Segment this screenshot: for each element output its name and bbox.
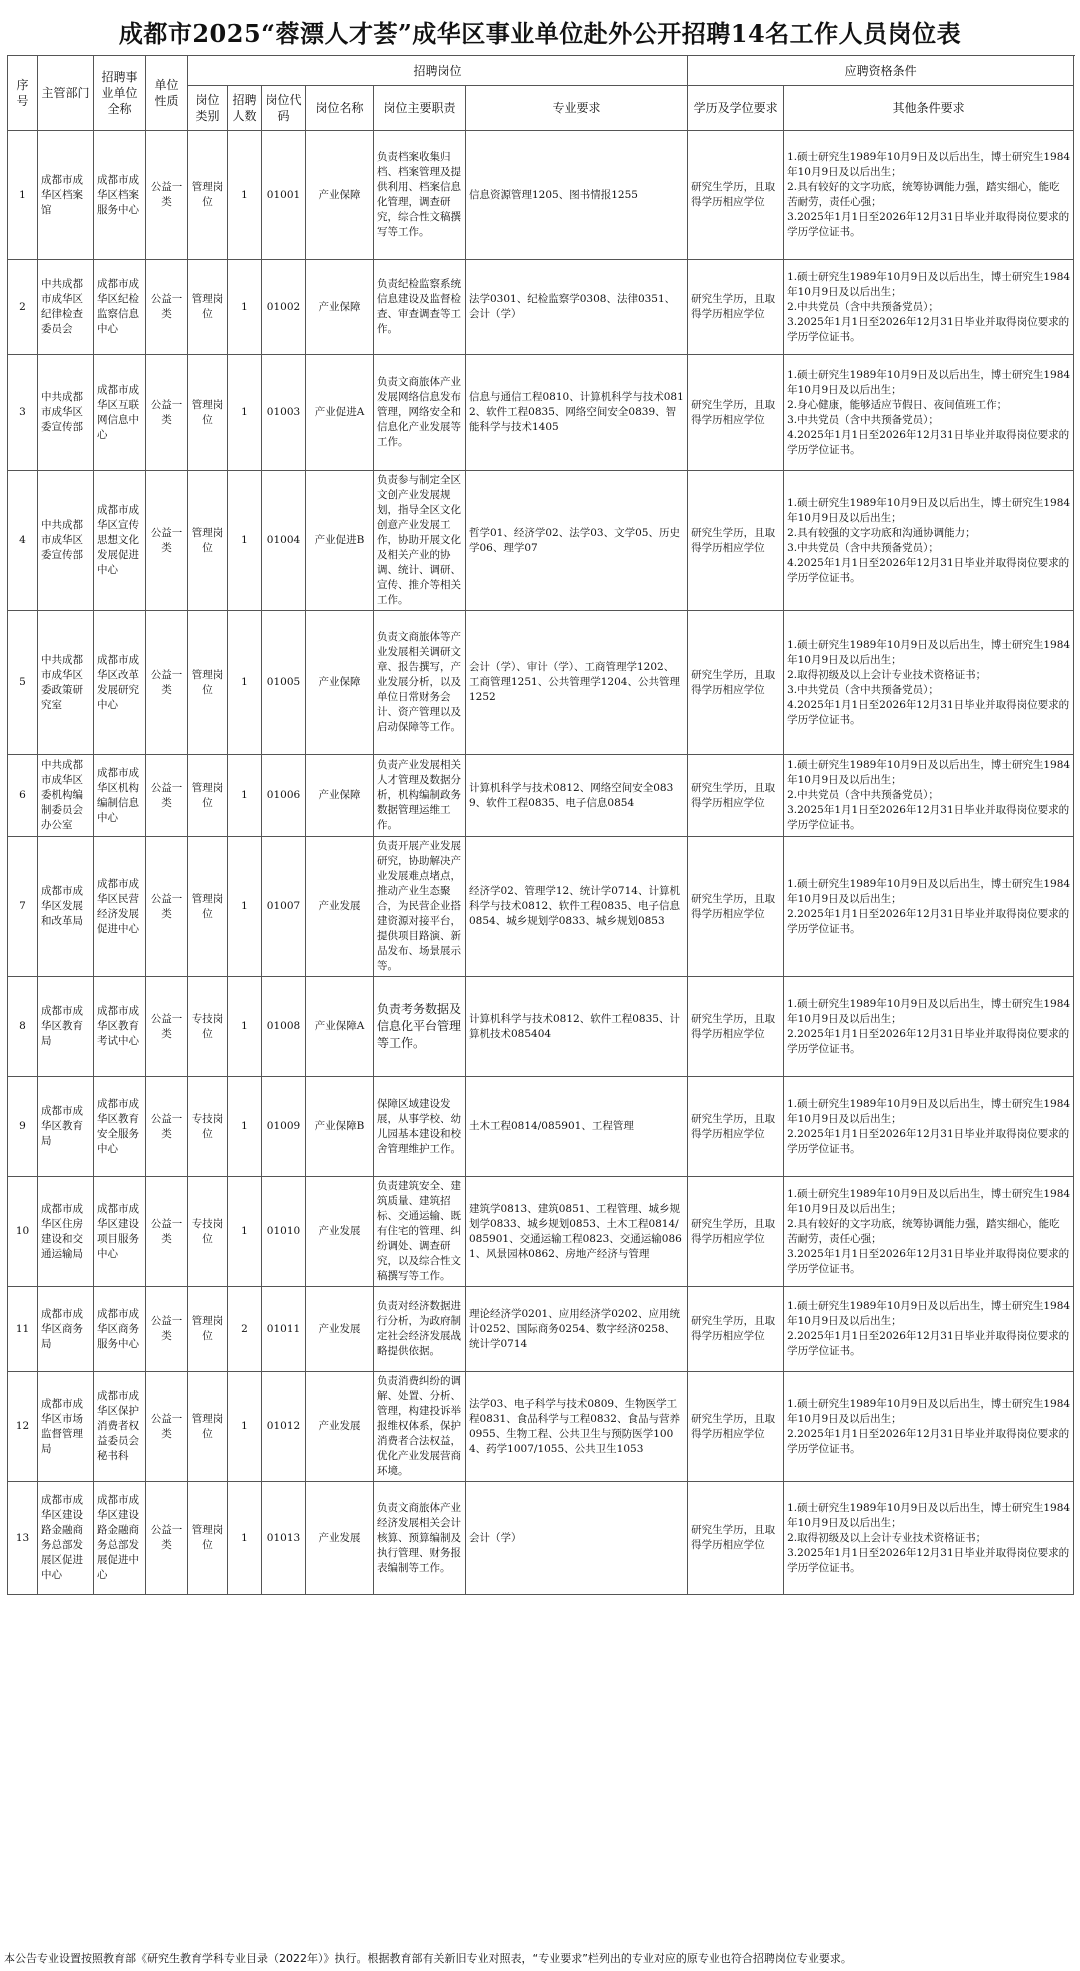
job-positions-table: [7, 55, 1074, 1595]
header-post-name: 岗位名称: [306, 86, 374, 131]
cell-other: 1.硕士研究生1989年10月9日及以后出生，博士研究生1984年10月9日及以后出生； 2.中共党员（含中共预备党员）； 3.2025年1月1日至2026年12月31日毕业并取得岗位要求的学历学位证书。: [784, 260, 1074, 355]
cell-major: 经济学02、管理学12、统计学0714、计算机科学与技术0812、软件工程0835、电子信息0854、城乡规划学0833、城乡规划0853: [466, 837, 688, 977]
cell-unit: 成都市成华区商务服务中心: [94, 1287, 146, 1372]
cell-post-type: 管理岗位: [188, 260, 228, 355]
header-row-1: [8, 56, 1074, 86]
cell-seq: 8: [8, 977, 38, 1077]
cell-dept: 成都市成华区商务局: [38, 1287, 94, 1372]
cell-other: 1.硕士研究生1989年10月9日及以后出生，博士研究生1984年10月9日及以后出生； 2.具有较好的文字功底，统筹协调能力强，踏实细心，能吃苦耐劳，责任心强； 3.2025年1月1日至2026年12月31日毕业并取得岗位要求的学历学位证书。: [784, 131, 1074, 260]
cell-post-name: 产业促进A: [306, 355, 374, 471]
cell-count: 1: [228, 471, 262, 611]
cell-seq: 11: [8, 1287, 38, 1372]
cell-major: 会计（学）、审计（学）、工商管理学1202、工商管理1251、公共管理学1204、公共管理1252: [466, 611, 688, 755]
cell-dept: 成都市成华区教育局: [38, 1077, 94, 1177]
cell-code: 01010: [262, 1177, 306, 1287]
table-row: [8, 355, 1074, 471]
cell-code: 01006: [262, 755, 306, 837]
table-row: [8, 977, 1074, 1077]
cell-edu: 研究生学历，且取得学历相应学位: [688, 755, 784, 837]
cell-edu: 研究生学历，且取得学历相应学位: [688, 1372, 784, 1482]
cell-other: 1.硕士研究生1989年10月9日及以后出生，博士研究生1984年10月9日及以后出生； 2.具有较强的文字功底和沟通协调能力； 3.中共党员（含中共预备党员）； 4.2025年1月1日至2026年12月31日毕业并取得岗位要求的学历学位证书。: [784, 471, 1074, 611]
cell-other: 1.硕士研究生1989年10月9日及以后出生，博士研究生1984年10月9日及以后出生； 2.具有较好的文字功底，统筹协调能力强，踏实细心，能吃苦耐劳，责任心强； 3.2025年1月1日至2026年12月31日毕业并取得岗位要求的学历学位证书。: [784, 1177, 1074, 1287]
header-dept: 主管部门: [38, 56, 94, 131]
cell-other: 1.硕士研究生1989年10月9日及以后出生，博士研究生1984年10月9日及以后出生； 2.身心健康，能够适应节假日、夜间值班工作； 3.中共党员（含中共预备党员）； 4.2025年1月1日至2026年12月31日毕业并取得岗位要求的学历学位证书。: [784, 355, 1074, 471]
cell-edu: 研究生学历，且取得学历相应学位: [688, 977, 784, 1077]
cell-post-type: 管理岗位: [188, 131, 228, 260]
cell-post-name: 产业保障: [306, 611, 374, 755]
cell-nature: 公益一类: [146, 1077, 188, 1177]
header-req-group: 应聘资格条件: [688, 56, 1074, 86]
cell-seq: 12: [8, 1372, 38, 1482]
cell-seq: 3: [8, 355, 38, 471]
job-table-body: [8, 131, 1074, 1595]
cell-count: 1: [228, 355, 262, 471]
header-count: 招聘人数: [228, 86, 262, 131]
cell-other: 1.硕士研究生1989年10月9日及以后出生，博士研究生1984年10月9日及以后出生； 2.2025年1月1日至2026年12月31日毕业并取得岗位要求的学历学位证书。: [784, 1077, 1074, 1177]
cell-seq: 10: [8, 1177, 38, 1287]
table-row: [8, 131, 1074, 260]
cell-nature: 公益一类: [146, 355, 188, 471]
cell-duties: 负责文商旅体等产业发展相关调研文章、报告撰写，产业发展分析，以及单位日常财务会计、资产管理以及启动保障等工作。: [374, 611, 466, 755]
table-row: [8, 1372, 1074, 1482]
cell-code: 01004: [262, 471, 306, 611]
cell-edu: 研究生学历，且取得学历相应学位: [688, 837, 784, 977]
cell-post-type: 专技岗位: [188, 1077, 228, 1177]
cell-dept: 成都市成华区档案馆: [38, 131, 94, 260]
cell-edu: 研究生学历，且取得学历相应学位: [688, 131, 784, 260]
cell-post-name: 产业保障: [306, 131, 374, 260]
cell-post-name: 产业发展: [306, 1287, 374, 1372]
cell-major: 计算机科学与技术0812、软件工程0835、计算机技术085404: [466, 977, 688, 1077]
cell-duties: 负责纪检监察系统信息建设及监督检查、审查调查等工作。: [374, 260, 466, 355]
cell-post-type: 管理岗位: [188, 755, 228, 837]
table-row: [8, 1077, 1074, 1177]
cell-post-name: 产业发展: [306, 1482, 374, 1595]
cell-count: 1: [228, 1177, 262, 1287]
cell-duties: 负责建筑安全、建筑质量、建筑招标、交通运输、既有住宅的管理、纠纷调处、调查研究，以及综合性文稿撰写等工作。: [374, 1177, 466, 1287]
cell-nature: 公益一类: [146, 260, 188, 355]
cell-unit: 成都市成华区改革发展研究中心: [94, 611, 146, 755]
header-code: 岗位代码: [262, 86, 306, 131]
cell-major: 法学03、电子科学与技术0809、生物医学工程0831、食品科学与工程0832、食品与营养0955、生物工程、公共卫生与预防医学1004、药学1007/1055、公共卫生1053: [466, 1372, 688, 1482]
cell-duties: 负责文商旅体产业经济发展相关会计核算、预算编制及执行管理、财务报表编制等工作。: [374, 1482, 466, 1595]
job-table-wrapper: [7, 55, 1073, 1595]
cell-unit: 成都市成华区教育安全服务中心: [94, 1077, 146, 1177]
cell-major: 土木工程0814/085901、工程管理: [466, 1077, 688, 1177]
cell-nature: 公益一类: [146, 1372, 188, 1482]
cell-other: 1.硕士研究生1989年10月9日及以后出生，博士研究生1984年10月9日及以后出生； 2.2025年1月1日至2026年12月31日毕业并取得岗位要求的学历学位证书。: [784, 977, 1074, 1077]
cell-dept: 成都市成华区教育局: [38, 977, 94, 1077]
cell-code: 01011: [262, 1287, 306, 1372]
cell-code: 01002: [262, 260, 306, 355]
cell-unit: 成都市成华区档案服务中心: [94, 131, 146, 260]
cell-post-type: 管理岗位: [188, 1482, 228, 1595]
cell-duties: 负责档案收集归档、档案管理及提供利用、档案信息化管理，调查研究，综合性文稿撰写等工作。: [374, 131, 466, 260]
cell-nature: 公益一类: [146, 755, 188, 837]
cell-code: 01008: [262, 977, 306, 1077]
cell-post-name: 产业发展: [306, 837, 374, 977]
cell-seq: 9: [8, 1077, 38, 1177]
cell-unit: 成都市成华区保护消费者权益委员会秘书科: [94, 1372, 146, 1482]
cell-edu: 研究生学历，且取得学历相应学位: [688, 1287, 784, 1372]
header-seq: 序号: [8, 56, 38, 131]
header-duties: 岗位主要职责: [374, 86, 466, 131]
cell-major: 法学0301、纪检监察学0308、法律0351、会计（学）: [466, 260, 688, 355]
cell-post-type: 专技岗位: [188, 1177, 228, 1287]
cell-post-name: 产业保障B: [306, 1077, 374, 1177]
cell-edu: 研究生学历，且取得学历相应学位: [688, 1482, 784, 1595]
cell-duties: 负责文商旅体产业发展网络信息发布管理，网络安全和信息化产业发展等工作。: [374, 355, 466, 471]
cell-dept: 成都市成华区发展和改革局: [38, 837, 94, 977]
cell-post-name: 产业保障: [306, 755, 374, 837]
cell-post-name: 产业发展: [306, 1372, 374, 1482]
cell-edu: 研究生学历，且取得学历相应学位: [688, 260, 784, 355]
cell-other: 1.硕士研究生1989年10月9日及以后出生，博士研究生1984年10月9日及以后出生； 2.2025年1月1日至2026年12月31日毕业并取得岗位要求的学历学位证书。: [784, 1287, 1074, 1372]
footnote: 本公告专业设置按照教育部《研究生教育学科专业目录（2022年）》执行。根据教育部有关新旧专业对照表，“专业要求”栏列出的专业对应的原专业也符合招聘岗位专业要求。: [4, 1952, 852, 1965]
cell-duties: 负责考务数据及信息化平台管理等工作。: [374, 977, 466, 1077]
cell-major: 会计（学）: [466, 1482, 688, 1595]
cell-unit: 成都市成华区纪检监察信息中心: [94, 260, 146, 355]
cell-edu: 研究生学历，且取得学历相应学位: [688, 611, 784, 755]
cell-count: 1: [228, 131, 262, 260]
cell-count: 1: [228, 977, 262, 1077]
cell-seq: 13: [8, 1482, 38, 1595]
cell-unit: 成都市成华区宣传思想文化发展促进中心: [94, 471, 146, 611]
cell-nature: 公益一类: [146, 977, 188, 1077]
table-row: [8, 755, 1074, 837]
cell-major: 计算机科学与技术0812、网络空间安全0839、软件工程0835、电子信息0854: [466, 755, 688, 837]
table-row: [8, 1287, 1074, 1372]
cell-post-type: 管理岗位: [188, 1287, 228, 1372]
cell-other: 1.硕士研究生1989年10月9日及以后出生，博士研究生1984年10月9日及以后出生； 2.中共党员（含中共预备党员）； 3.2025年1月1日至2026年12月31日毕业并取得岗位要求的学历学位证书。: [784, 755, 1074, 837]
header-major: 专业要求: [466, 86, 688, 131]
table-row: [8, 471, 1074, 611]
cell-nature: 公益一类: [146, 837, 188, 977]
cell-edu: 研究生学历，且取得学历相应学位: [688, 1077, 784, 1177]
cell-other: 1.硕士研究生1989年10月9日及以后出生，博士研究生1984年10月9日及以后出生； 2.取得初级及以上会计专业技术资格证书； 3.2025年1月1日至2026年12月31日毕业并取得岗位要求的学历学位证书。: [784, 1482, 1074, 1595]
cell-duties: 负责产业发展相关人才管理及数据分析，机构编制政务数据管理运维工作。: [374, 755, 466, 837]
cell-count: 1: [228, 755, 262, 837]
cell-dept: 成都市成华区市场监督管理局: [38, 1372, 94, 1482]
cell-code: 01005: [262, 611, 306, 755]
cell-nature: 公益一类: [146, 131, 188, 260]
header-edu: 学历及学位要求: [688, 86, 784, 131]
cell-code: 01009: [262, 1077, 306, 1177]
cell-seq: 6: [8, 755, 38, 837]
cell-edu: 研究生学历，且取得学历相应学位: [688, 471, 784, 611]
cell-duties: 保障区域建设发展，从事学校、幼儿园基本建设和校舍管理维护工作。: [374, 1077, 466, 1177]
table-row: [8, 1177, 1074, 1287]
cell-post-type: 管理岗位: [188, 611, 228, 755]
cell-major: 哲学01、经济学02、法学03、文学05、历史学06、理学07: [466, 471, 688, 611]
cell-post-type: 管理岗位: [188, 1372, 228, 1482]
cell-count: 1: [228, 1372, 262, 1482]
cell-count: 1: [228, 1077, 262, 1177]
header-post-type: 岗位类别: [188, 86, 228, 131]
header-nature: 单位性质: [146, 56, 188, 131]
cell-dept: 中共成都市成华区纪律检查委员会: [38, 260, 94, 355]
cell-nature: 公益一类: [146, 1287, 188, 1372]
cell-major: 信息与通信工程0810、计算机科学与技术0812、软件工程0835、网络空间安全0839、智能科学与技术1405: [466, 355, 688, 471]
cell-code: 01012: [262, 1372, 306, 1482]
cell-unit: 成都市成华区机构编制信息中心: [94, 755, 146, 837]
table-row: [8, 1482, 1074, 1595]
cell-post-name: 产业促进B: [306, 471, 374, 611]
cell-count: 1: [228, 260, 262, 355]
cell-post-name: 产业保障A: [306, 977, 374, 1077]
cell-dept: 成都市成华区住房建设和交通运输局: [38, 1177, 94, 1287]
cell-post-name: 产业发展: [306, 1177, 374, 1287]
cell-count: 1: [228, 611, 262, 755]
cell-seq: 1: [8, 131, 38, 260]
header-post-group: 招聘岗位: [188, 56, 688, 86]
cell-seq: 4: [8, 471, 38, 611]
cell-count: 2: [228, 1287, 262, 1372]
cell-major: 信息资源管理1205、图书情报1255: [466, 131, 688, 260]
cell-post-type: 管理岗位: [188, 837, 228, 977]
cell-nature: 公益一类: [146, 1482, 188, 1595]
cell-major: 理论经济学0201、应用经济学0202、应用统计0252、国际商务0254、数字经济0258、统计学0714: [466, 1287, 688, 1372]
cell-dept: 成都市成华区建设路金融商务总部发展区促进中心: [38, 1482, 94, 1595]
cell-duties: 负责对经济数据进行分析，为政府制定社会经济发展战略提供依据。: [374, 1287, 466, 1372]
page-title: 成都市2025“蓉漂人才荟”成华区事业单位赴外公开招聘14名工作人员岗位表: [118, 19, 962, 48]
cell-duties: 负责消费纠纷的调解、处置、分析、管理，构建投诉举报维权体系，保护消费者合法权益，优化产业发展营商环境。: [374, 1372, 466, 1482]
cell-post-type: 管理岗位: [188, 471, 228, 611]
cell-edu: 研究生学历，且取得学历相应学位: [688, 355, 784, 471]
cell-count: 1: [228, 837, 262, 977]
cell-seq: 7: [8, 837, 38, 977]
cell-count: 1: [228, 1482, 262, 1595]
header-unit: 招聘事业单位全称: [94, 56, 146, 131]
cell-code: 01013: [262, 1482, 306, 1595]
cell-nature: 公益一类: [146, 611, 188, 755]
cell-nature: 公益一类: [146, 1177, 188, 1287]
table-row: [8, 611, 1074, 755]
cell-code: 01001: [262, 131, 306, 260]
cell-seq: 5: [8, 611, 38, 755]
cell-nature: 公益一类: [146, 471, 188, 611]
header-other: 其他条件要求: [784, 86, 1074, 131]
cell-dept: 中共成都市成华区委宣传部: [38, 355, 94, 471]
cell-seq: 2: [8, 260, 38, 355]
cell-duties: 负责开展产业发展研究，协助解决产业发展难点堵点，推动产业生态聚合，为民营企业搭建资源对接平台，提供项目路演、新品发布、场景展示等。: [374, 837, 466, 977]
cell-unit: 成都市成华区建设路金融商务总部发展促进中心: [94, 1482, 146, 1595]
cell-post-type: 专技岗位: [188, 977, 228, 1077]
cell-edu: 研究生学历，且取得学历相应学位: [688, 1177, 784, 1287]
cell-post-name: 产业保障: [306, 260, 374, 355]
cell-major: 建筑学0813、建筑0851、工程管理、城乡规划学0833、城乡规划0853、土木工程0814/085901、交通运输工程0823、交通运输0861、风景园林0862、房地产经济与管理: [466, 1177, 688, 1287]
cell-code: 01003: [262, 355, 306, 471]
table-row: [8, 260, 1074, 355]
cell-unit: 成都市成华区民营经济发展促进中心: [94, 837, 146, 977]
cell-post-type: 管理岗位: [188, 355, 228, 471]
table-row: [8, 837, 1074, 977]
cell-other: 1.硕士研究生1989年10月9日及以后出生，博士研究生1984年10月9日及以后出生； 2.2025年1月1日至2026年12月31日毕业并取得岗位要求的学历学位证书。: [784, 1372, 1074, 1482]
cell-unit: 成都市成华区互联网信息中心: [94, 355, 146, 471]
cell-unit: 成都市成华区教育考试中心: [94, 977, 146, 1077]
cell-other: 1.硕士研究生1989年10月9日及以后出生，博士研究生1984年10月9日及以后出生； 2.取得初级及以上会计专业技术资格证书； 3.中共党员（含中共预备党员）； 4.2025年1月1日至2026年12月31日毕业并取得岗位要求的学历学位证书。: [784, 611, 1074, 755]
cell-duties: 负责参与制定全区文创产业发展规划，指导全区文化创意产业发展工作，协助开展文化及相关产业的协调、统计、调研、宣传、推介等相关工作。: [374, 471, 466, 611]
cell-dept: 中共成都市成华区委政策研究室: [38, 611, 94, 755]
cell-other: 1.硕士研究生1989年10月9日及以后出生，博士研究生1984年10月9日及以后出生； 2.2025年1月1日至2026年12月31日毕业并取得岗位要求的学历学位证书。: [784, 837, 1074, 977]
cell-unit: 成都市成华区建设项目服务中心: [94, 1177, 146, 1287]
cell-dept: 中共成都市成华区委宣传部: [38, 471, 94, 611]
cell-dept: 中共成都市成华区委机构编制委员会办公室: [38, 755, 94, 837]
cell-code: 01007: [262, 837, 306, 977]
